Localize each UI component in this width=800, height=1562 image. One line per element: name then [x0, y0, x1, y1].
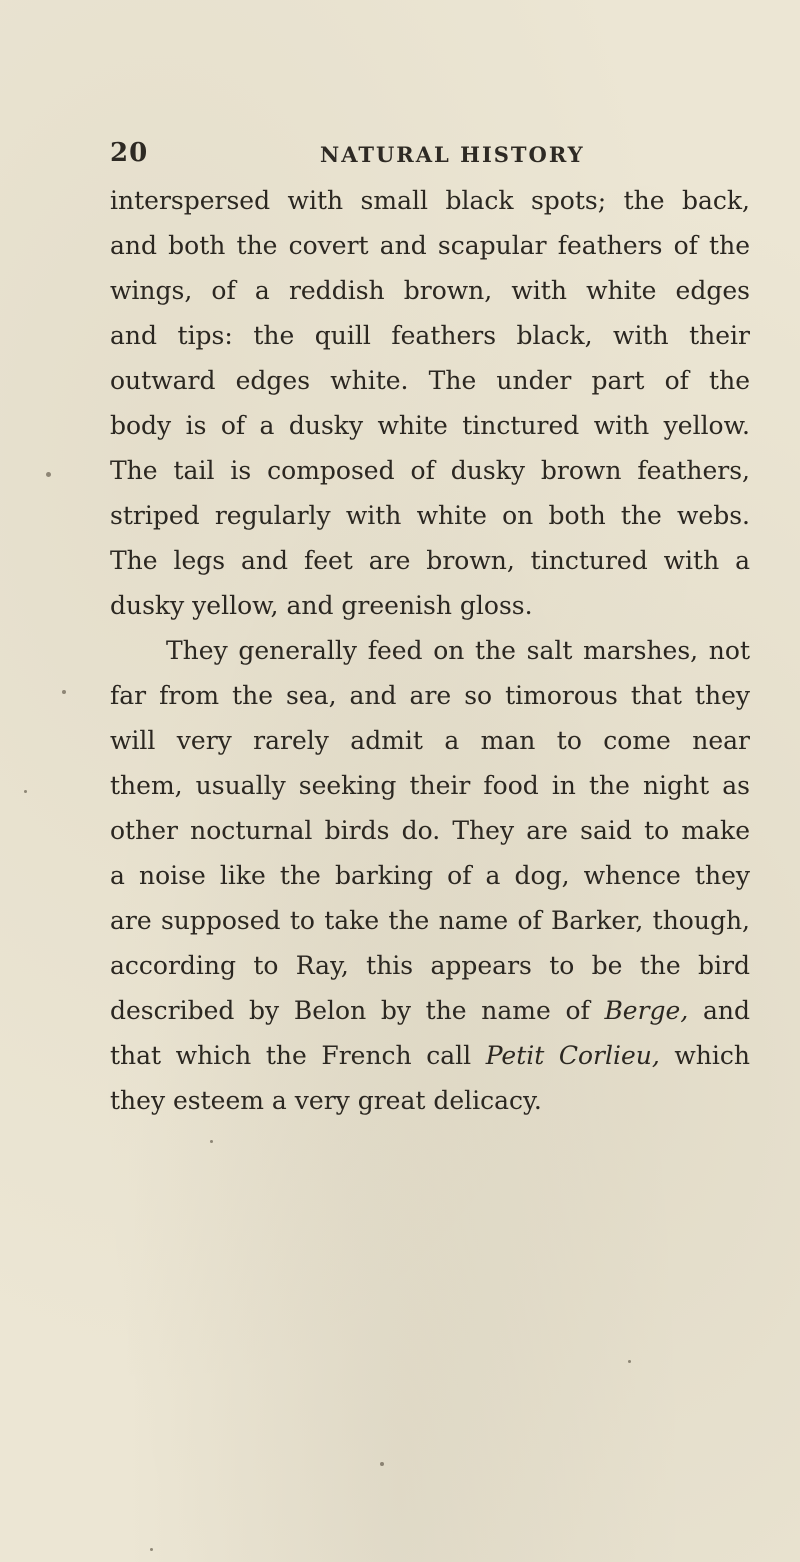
text-line: according to Ray, this appears to be the bird — [110, 951, 750, 980]
text-line: striped regularly with white on both the webs. — [110, 501, 750, 530]
text-line-mixed — [110, 988, 750, 1033]
text-line: wings, of a reddish brown, with white edges — [110, 276, 750, 305]
text-line: far from the sea, and are so timorous that they — [110, 681, 750, 710]
text-line: body is of a dusky white tinctured with yellow. — [110, 411, 750, 440]
italic-term-petit-corlieu: Petit Corlieu, — [485, 1041, 660, 1070]
text-line: a noise like the barking of a dog, whence they — [110, 861, 750, 890]
text-line: other nocturnal birds do. They are said to make — [110, 816, 750, 845]
text-line: The tail is composed of dusky brown feathers, — [110, 456, 750, 485]
text-segment: which — [659, 1041, 750, 1070]
text-line: interspersed with small black spots; the back, — [110, 186, 750, 215]
paper-speck — [150, 1548, 153, 1551]
running-title: NATURAL HISTORY — [320, 142, 585, 167]
text-line-paragraph-start: They generally feed on the salt marshes, not — [166, 636, 750, 665]
paper-speck — [380, 1462, 384, 1466]
text-segment: described by Belon by the name of — [110, 996, 605, 1025]
text-line: and both the covert and scapular feathers of the — [110, 231, 750, 260]
page-number: 20 — [110, 138, 149, 168]
paper-speck — [210, 1140, 213, 1143]
body-text — [110, 178, 750, 1123]
paper-speck — [46, 472, 51, 477]
running-head — [110, 138, 750, 178]
text-line: them, usually seeking their food in the night as — [110, 771, 750, 800]
italic-term-berge: Berge, — [604, 996, 689, 1025]
text-line: and tips: the quill feathers black, with their — [110, 321, 750, 350]
paper-speck — [24, 790, 27, 793]
text-line: will very rarely admit a man to come near — [110, 726, 750, 755]
text-line-paragraph-end: dusky yellow, and greenish gloss. — [110, 591, 533, 620]
text-line: are supposed to take the name of Barker, though, — [110, 906, 750, 935]
paper-speck — [628, 1360, 631, 1363]
text-line-paragraph-end: they esteem a very great delicacy. — [110, 1086, 542, 1115]
text-segment: and — [688, 996, 750, 1025]
text-line: outward edges white. The under part of the — [110, 366, 750, 395]
text-line: The legs and feet are brown, tinctured with a — [110, 546, 750, 575]
paper-speck — [62, 690, 66, 694]
text-segment: that which the French call — [110, 1041, 486, 1070]
text-line-mixed — [110, 1033, 750, 1078]
